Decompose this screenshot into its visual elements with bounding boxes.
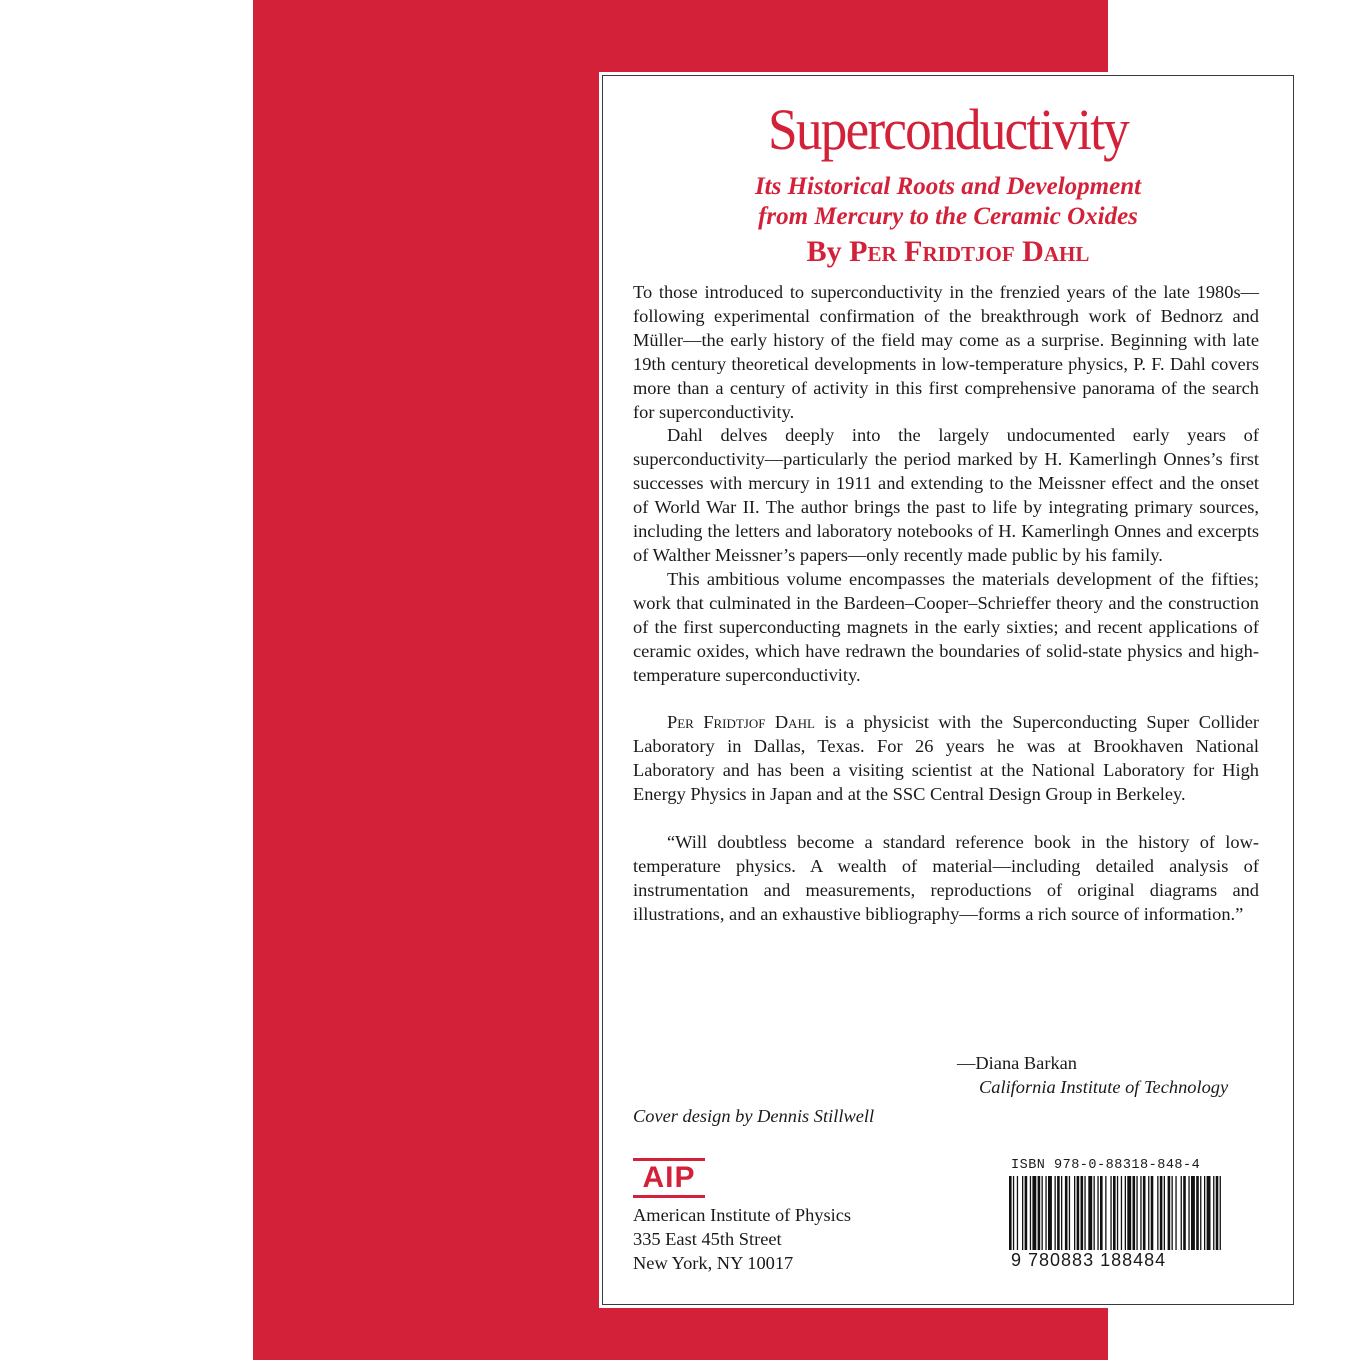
book-cover-back — [253, 0, 1259, 1360]
barcode-bar — [1038, 1176, 1041, 1250]
barcode-bar — [1025, 1176, 1028, 1250]
barcode-bar — [1088, 1176, 1092, 1250]
barcode-bar — [1196, 1176, 1199, 1250]
author-bio-name: Per Fridtjof Dahl — [667, 712, 815, 733]
publisher-street: 335 East 45th Street — [633, 1229, 782, 1249]
aip-logo-text: AIP — [642, 1161, 696, 1194]
barcode-bar — [1127, 1176, 1131, 1250]
blurb-body — [633, 281, 1259, 927]
author-byline — [599, 235, 1297, 269]
barcode-bar — [1151, 1176, 1154, 1250]
barcode-bar — [1048, 1176, 1052, 1250]
subtitle-line-2: from Mercury to the Ceramic Oxides — [758, 203, 1138, 230]
barcode-bar — [1081, 1176, 1084, 1250]
barcode-bar — [1105, 1176, 1106, 1250]
barcode-bar — [1045, 1176, 1046, 1250]
byline-by: By — [806, 235, 842, 268]
barcode-bar — [1216, 1176, 1219, 1250]
barcode-bar — [1188, 1176, 1189, 1250]
barcode-bar — [1136, 1176, 1137, 1250]
barcode-bar — [1143, 1176, 1146, 1250]
blurb-paragraph-2: Dahl delves deeply into the largely undocumented early years of superconductivity—particularly the period marked by H. Kamerlingh Onnes’s first successes with mercury in 1911 and extending to the Meissner effect and the onset of World War II. The author brings the past to life by integrating primary sources, including the letters and laboratory notebooks of H. Kamerlingh Onnes and excerpts of Walther Meissner’s papers—only recently made public by his family. — [633, 425, 1259, 565]
barcode-bar — [1110, 1176, 1111, 1250]
barcode-bar — [1125, 1176, 1126, 1250]
barcode-bar — [1055, 1176, 1056, 1250]
barcode-bar — [1133, 1176, 1136, 1250]
barcode-bar — [1074, 1176, 1075, 1250]
barcode-bar — [1077, 1176, 1080, 1250]
barcode-bar — [1148, 1176, 1149, 1250]
text-panel — [599, 72, 1297, 1308]
blurb-paragraph-3: This ambitious volume encompasses the materials development of the fifties; work that culminated in the Bardeen–Cooper–Schrieffer theory and the construction of the first superconducting magnets in the early sixties; and recent applications of ceramic oxides, which have redrawn the boundaries of solid-state physics and high-temperature superconductivity. — [633, 568, 1259, 685]
isbn-label: ISBN 978-0-88318-848-4 — [1011, 1158, 1201, 1173]
barcode-bar — [1022, 1176, 1023, 1250]
barcode-bar — [1013, 1176, 1014, 1250]
barcode-bar — [1183, 1176, 1186, 1250]
barcode-bar — [1030, 1176, 1031, 1250]
book-subtitle — [599, 172, 1297, 232]
barcode-bar — [1113, 1176, 1116, 1250]
blurb-paragraph-1: To those introduced to superconductivity in the frenzied years of the late 1980s—following experimental confirmation of the breakthrough work of Bednorz and Müller—the early history of the field may come as a surprise. Beginning with late 19th century theoretical developments in low-temperature physics, P. F. Dahl covers more than a century of activity in this first comprehensive panorama of the search for superconductivity. — [633, 282, 1259, 422]
barcode-digits: 9 780883 188484 — [1011, 1250, 1167, 1270]
aip-logo — [633, 1158, 705, 1198]
barcode-bar — [1140, 1176, 1141, 1250]
barcode-bar — [1157, 1176, 1158, 1250]
barcode-bar — [1121, 1176, 1122, 1250]
barcode-bar — [1097, 1176, 1098, 1250]
barcode-bar — [1204, 1176, 1205, 1250]
barcode-bar — [1061, 1176, 1062, 1250]
quote-attribution — [957, 1051, 1228, 1099]
barcode-bar — [1164, 1176, 1165, 1250]
publisher-address — [633, 1203, 851, 1275]
publisher-city: New York, NY 10017 — [633, 1253, 794, 1273]
author-bio-text: is a physicist with the Superconducting Super Collider Laboratory in Dallas, Texas. For 26 years he was at Brookhaven National Laboratory and has been a visiting scientist at the National Laboratory for High Energy Physics in Japan and at the SSC Central Design Group in Berkeley. — [633, 712, 1259, 805]
barcode-bar — [1057, 1176, 1060, 1250]
quote-affiliation: California Institute of Technology — [979, 1077, 1229, 1097]
barcode-bar — [1181, 1176, 1182, 1250]
publisher-name: American Institute of Physics — [633, 1205, 852, 1225]
barcode-bar — [1207, 1176, 1211, 1250]
barcode-bar — [1191, 1176, 1195, 1250]
barcode-bar — [1168, 1176, 1171, 1250]
barcode-bar — [1094, 1176, 1095, 1250]
author-bio — [633, 711, 1259, 807]
barcode-bar — [1017, 1176, 1018, 1250]
barcode-bar — [1032, 1176, 1036, 1250]
barcode-bar — [1213, 1176, 1214, 1250]
book-title: Superconductivity — [768, 97, 1128, 162]
barcode-bar — [1009, 1176, 1012, 1250]
barcode-bar — [1042, 1176, 1043, 1250]
barcode-bar — [1069, 1176, 1070, 1250]
barcode-bar — [1175, 1176, 1176, 1250]
barcode-bar — [1200, 1176, 1201, 1250]
quote-author: —Diana Barkan — [957, 1053, 1078, 1073]
subtitle-line-1: Its Historical Roots and Development — [754, 173, 1142, 200]
barcode-bar — [1084, 1176, 1085, 1250]
review-quote: “Will doubtless become a standard reference book in the history of low-temperature physics. A wealth of material—including detailed analysis of instrumentation and measurements, reproductions of original diagrams and illustrations, and an exhaustive bibliography—forms a rich source of information.” — [633, 832, 1259, 924]
barcode-bar — [1220, 1176, 1221, 1250]
byline-author-name: Per Fridtjof Dahl — [849, 235, 1090, 268]
barcode-bar — [1172, 1176, 1173, 1250]
barcode-bar — [1100, 1176, 1103, 1250]
cover-design-credit: Cover design by Dennis Stillwell — [633, 1106, 875, 1126]
barcode-bar — [1117, 1176, 1118, 1250]
barcode-bar — [1065, 1176, 1068, 1250]
barcode-bar — [1160, 1176, 1163, 1250]
